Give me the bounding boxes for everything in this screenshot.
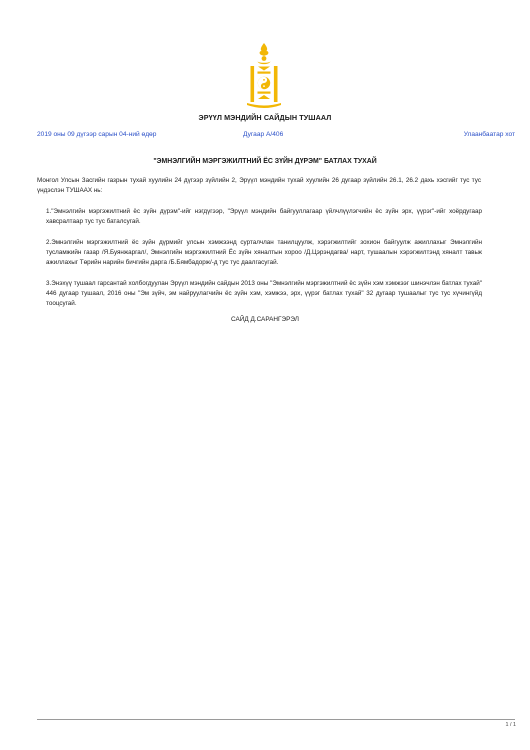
- order-number: Дугаар А/406: [243, 131, 284, 138]
- document-title: ЭРҮҮЛ МЭНДИЙН САЙДЫН ТУШААЛ: [198, 113, 332, 122]
- order-subject: "ЭМНЭЛГИЙН МЭРГЭЖИЛТНИЙ ЁС ЗҮЙН ДҮРЭМ" БАТЛАХ ТУХАЙ: [153, 158, 377, 165]
- order-item-3: 3.Энэхүү тушаал гарсантай холбогдуулан Эрүүл мэндийн сайдын 2013 оны "Эмнэлгийн мэргэжилтний ёс зүйн хэм хэмжээг шинэчлэн батлах тухай" 446 дугаар тушаал, 2016 оны "Эм зүйч, эм найруулагчийн ёс зүйн хэм, хэмжээ, эрх, үүрэг батлах тухай" 32 дугаар тушаалыг тус тус хүчингүйд тооцсугай.: [46, 280, 482, 308]
- soyombo-emblem-icon: [244, 43, 284, 111]
- intro-paragraph: Монгол Улсын Засгийн газрын тухай хуулийн 24 дүгээр зүйлийн 2, Эрүүл мэндийн тухай хуулийн 26 дугаар зүйлийн 26.1, 26.2 дахь хэсгийг тус тус үндэслэн ТУШААХ нь:: [37, 177, 481, 195]
- footer-divider: [37, 719, 515, 720]
- document-meta-row: [37, 131, 515, 141]
- page-number: 1 / 1: [505, 722, 516, 728]
- minister-signature: САЙД Д.САРАНГЭРЭЛ: [231, 316, 299, 323]
- order-item-2: 2.Эмнэлгийн мэргэжилтний ёс зүйн дүрмийг улсын хэмжээнд сурталчлан танилцуулж, хэрэгжилтийг зохион байгуулж ажиллахыг Эмнэлгийн тусламжийн газар /Я.Буянжаргал/, Эмнэлгийн мэргэжилтний Ёс зүйн хяналтын хороо /Д.Цэрэндагва/ нарт, тушаалын хэрэгжилтэнд хяналт тавьж ажиллахыг Төрийн нарийн бичгийн дарга /Б.Бямбадорж/-д тус тус даалгасугай.: [46, 239, 482, 267]
- order-date: 2019 оны 09 дүгээр сарын 04-ний өдөр: [37, 131, 157, 138]
- order-place: Улаанбаатар хот: [463, 131, 515, 138]
- order-item-1: 1."Эмнэлгийн мэргэжилтний ёс зүйн дүрэм"-ийг нэгдүгээр, "Эрүүл мэндийн байгууллагаар үйлчлүүлэгчийн ёс зүйн эрх, үүрэг"-ийг хоёрдугаар хавсралтаар тус тус баталсугай.: [46, 208, 482, 226]
